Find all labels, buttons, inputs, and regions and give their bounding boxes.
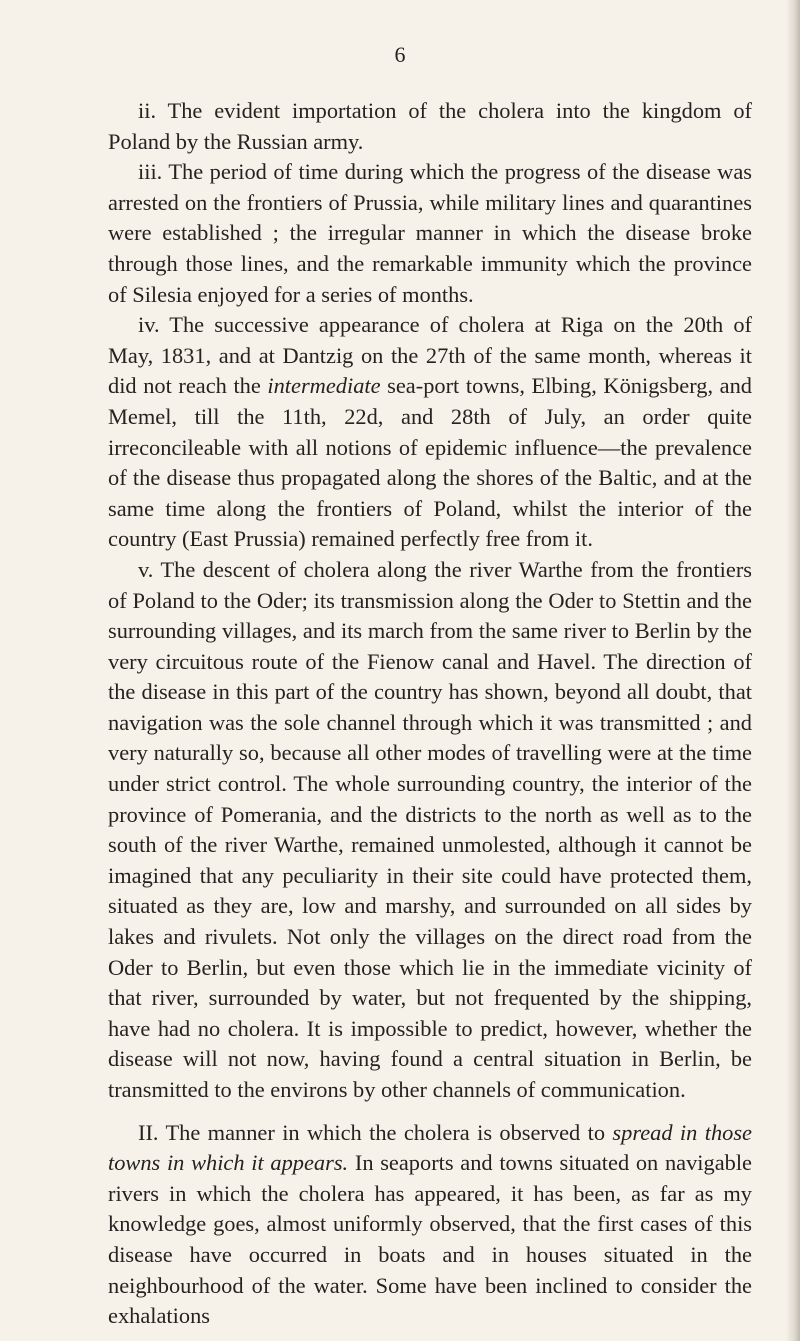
paragraph-iv-text-end: sea-port towns, Elbing, Königsberg, and Memel, till the 11th, 22d, and 28th of July, an order quite irreconcileable with all notions of epidemic influence—the prevalence of the disease thus propagated along the shores of the Baltic, and at the same time along the frontiers of Poland, whilst the interior of the country (East Prussia) remained perfectly free from it. — [108, 373, 752, 552]
section-II-text-end: In seaports and towns situated on navigable rivers in which the cholera has appeared, it has been, as far as my knowledge goes, almost uniformly observed, that the first cases of this disease have occurred in boats and in houses situated in the neighbourhood of the water. Some have been inclined to consider the exhalations — [108, 1150, 752, 1329]
paragraph-v: v. The descent of cholera along the river Warthe from the frontiers of Poland to the Oder; its transmission along the Oder to Stettin and the surrounding villages, and its march from the same river to Berlin by the very circuitous route of the Fienow canal and Havel. The direction of the disease in this part of the country has shown, beyond all doubt, that navigation was the sole channel through which it was transmitted ; and very naturally so, because all other modes of travelling were at the time under strict control. The whole surrounding country, the interior of the province of Pomerania, and the districts to the north as well as to the south of the river Warthe, remained unmolested, although it cannot be imagined that any peculiarity in their site could have protected them, situated as they are, low and marshy, and surrounded on all sides by lakes and rivulets. Not only the villages on the direct road from the Oder to Berlin, but even those which lie in the immediate vicinity of that river, surrounded by water, but not frequented by the shipping, have had no cholera. It is impossible to predict, however, whether the disease will not now, having found a central situation in Berlin, be transmitted to the environs by other channels of communication. — [108, 556, 752, 1102]
body-text — [108, 96, 752, 1332]
page-number: 6 — [394, 42, 406, 67]
section-II-text-start: II. The manner in which the cholera is observed to — [138, 1119, 613, 1145]
section-II-paragraph — [108, 1118, 752, 1332]
paragraph-iv — [108, 310, 752, 555]
paragraph-ii: ii. The evident importation of the cholera into the kingdom of Poland by the Russian army. — [108, 98, 752, 154]
page-edge-shadow — [786, 0, 800, 1341]
paragraph-iv-text-start: iv. The successive appearance of cholera at Riga on the 20th of May, 1831, and at Dantzig on the 27th of the same month, whereas it did not reach the — [108, 312, 752, 399]
section-II-emphasis: spread in those towns in which it appears. — [108, 1119, 752, 1176]
paragraph-iii: iii. The period of time during which the progress of the disease was arrested on the frontiers of Prussia, while military lines and quarantines were established ; the irregular manner in which the disease broke through those lines, and the remarkable immunity which the province of Silesia enjoyed for a series of months. — [108, 159, 752, 307]
paragraph-iv-emphasis: intermediate — [267, 373, 381, 399]
